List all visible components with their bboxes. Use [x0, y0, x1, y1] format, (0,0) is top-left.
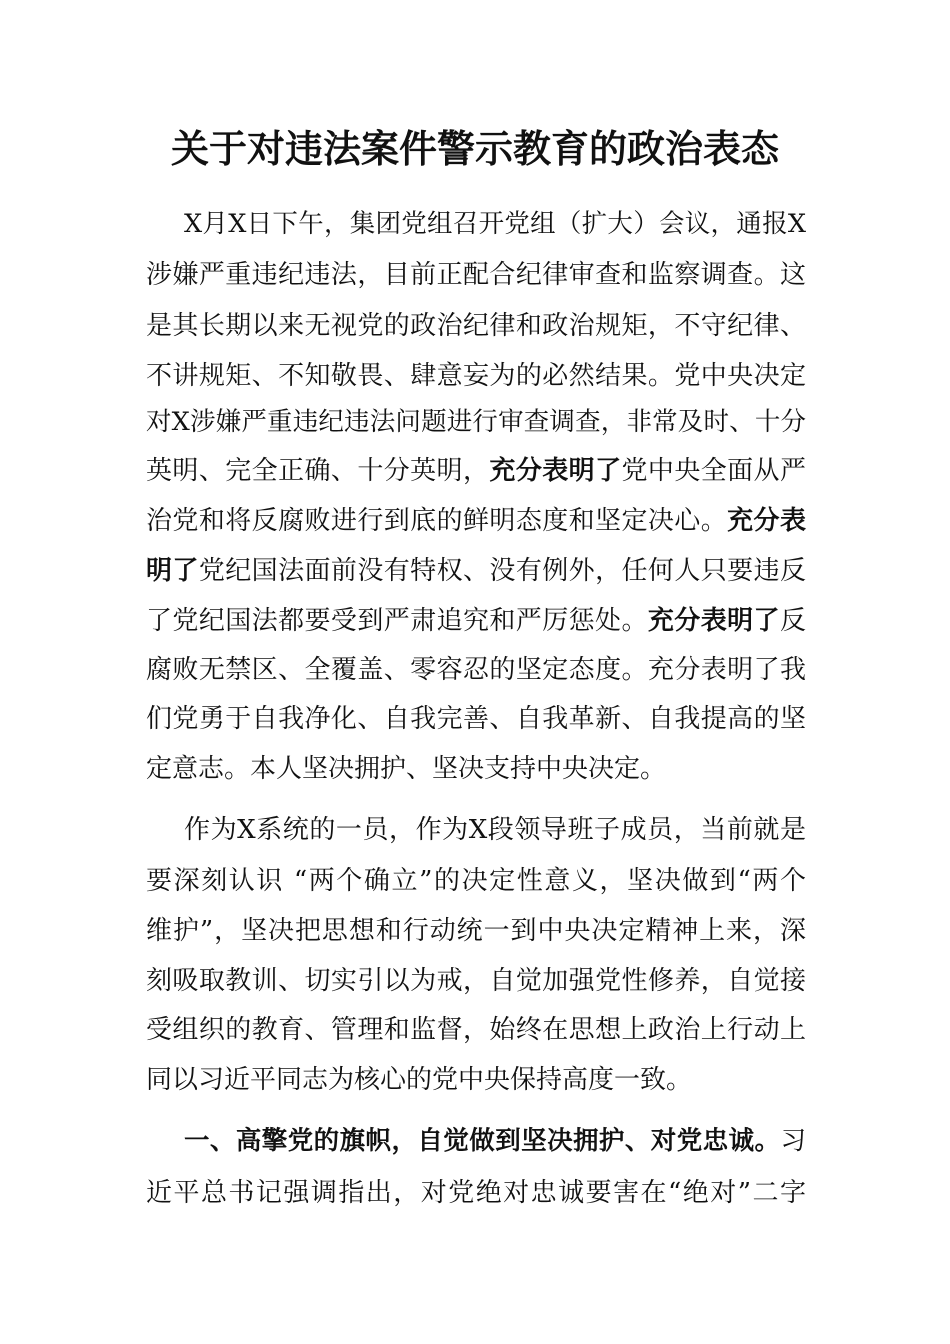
paragraph-2-line-6: 同以习近平同志为核心的党中央保持高度一致。	[146, 1065, 693, 1095]
paragraph-3-line-1	[184, 1116, 806, 1167]
emphasis-text: 明了	[146, 556, 199, 586]
emphasis-text: 充分表明了	[647, 606, 780, 636]
plain-text: 了党纪国法都要受到严肃追究和严厉惩处。	[146, 606, 648, 636]
section-heading: 一、高擎党的旗帜，自觉做到坚决拥护、对党忠诚。	[184, 1126, 781, 1156]
paragraph-1-line-2: 涉嫌严重违纪违法，目前正配合纪律审查和监察调查。这	[146, 260, 806, 290]
paragraph-1-line-9	[146, 596, 806, 647]
paragraph-2-line-5: 受组织的教育、管理和监督，始终在思想上政治上行动上	[146, 1015, 806, 1045]
plain-text: 党中央全面从严	[621, 456, 806, 486]
plain-text: 英明、完全正确、十分英明，	[146, 456, 490, 486]
paragraph-1-line-8	[146, 546, 806, 597]
paragraph-1-line-4: 不讲规矩、不知敬畏、肆意妄为的必然结果。党中央决定	[146, 361, 806, 391]
paragraph-1-line-1: X月X日下午，集团党组召开党组（扩大）会议，通报X	[184, 209, 806, 239]
paragraph-2-line-2: 要深刻认识 “两个确立”的决定性意义，坚决做到“两个	[146, 866, 806, 896]
paragraph-1-line-3: 是其长期以来无视党的政治纪律和政治规矩，不守纪律、	[146, 311, 806, 341]
paragraph-1-line-6	[146, 446, 806, 497]
paragraph-2-line-3: 维护”，坚决把思想和行动统一到中央决定精神上来，深	[146, 916, 806, 946]
emphasis-text: 充分表	[727, 506, 806, 536]
plain-text: 党纪国法面前没有特权、没有例外，任何人只要违反	[198, 556, 806, 586]
plain-text: 治党和将反腐败进行到底的鲜明态度和坚定决心。	[146, 506, 728, 536]
paragraph-1-line-7	[146, 496, 806, 547]
paragraph-1-line-11: 们党勇于自我净化、自我完善、自我革新、自我提高的坚	[146, 704, 806, 734]
paragraph-2-line-1: 作为X系统的一员，作为X段领导班子成员，当前就是	[184, 815, 806, 845]
emphasis-text: 充分表明了	[489, 456, 622, 486]
document-title: 关于对违法案件警示教育的政治表态	[170, 126, 779, 171]
paragraph-1-line-5: 对X涉嫌严重违纪违法问题进行审查调查，非常及时、十分	[146, 407, 806, 437]
paragraph-3-line-2: 近平总书记强调指出，对党绝对忠诚要害在“绝对”二字	[146, 1178, 806, 1208]
paragraph-2-line-4: 刻吸取教训、切实引以为戒，自觉加强党性修养，自觉接	[146, 966, 806, 996]
plain-text: 反	[779, 606, 806, 636]
paragraph-1-line-12: 定意志。本人坚决拥护、坚决支持中央决定。	[146, 754, 667, 784]
paragraph-1-line-10: 腐败无禁区、全覆盖、零容忍的坚定态度。充分表明了我	[146, 655, 806, 685]
plain-text: 习	[780, 1126, 806, 1156]
